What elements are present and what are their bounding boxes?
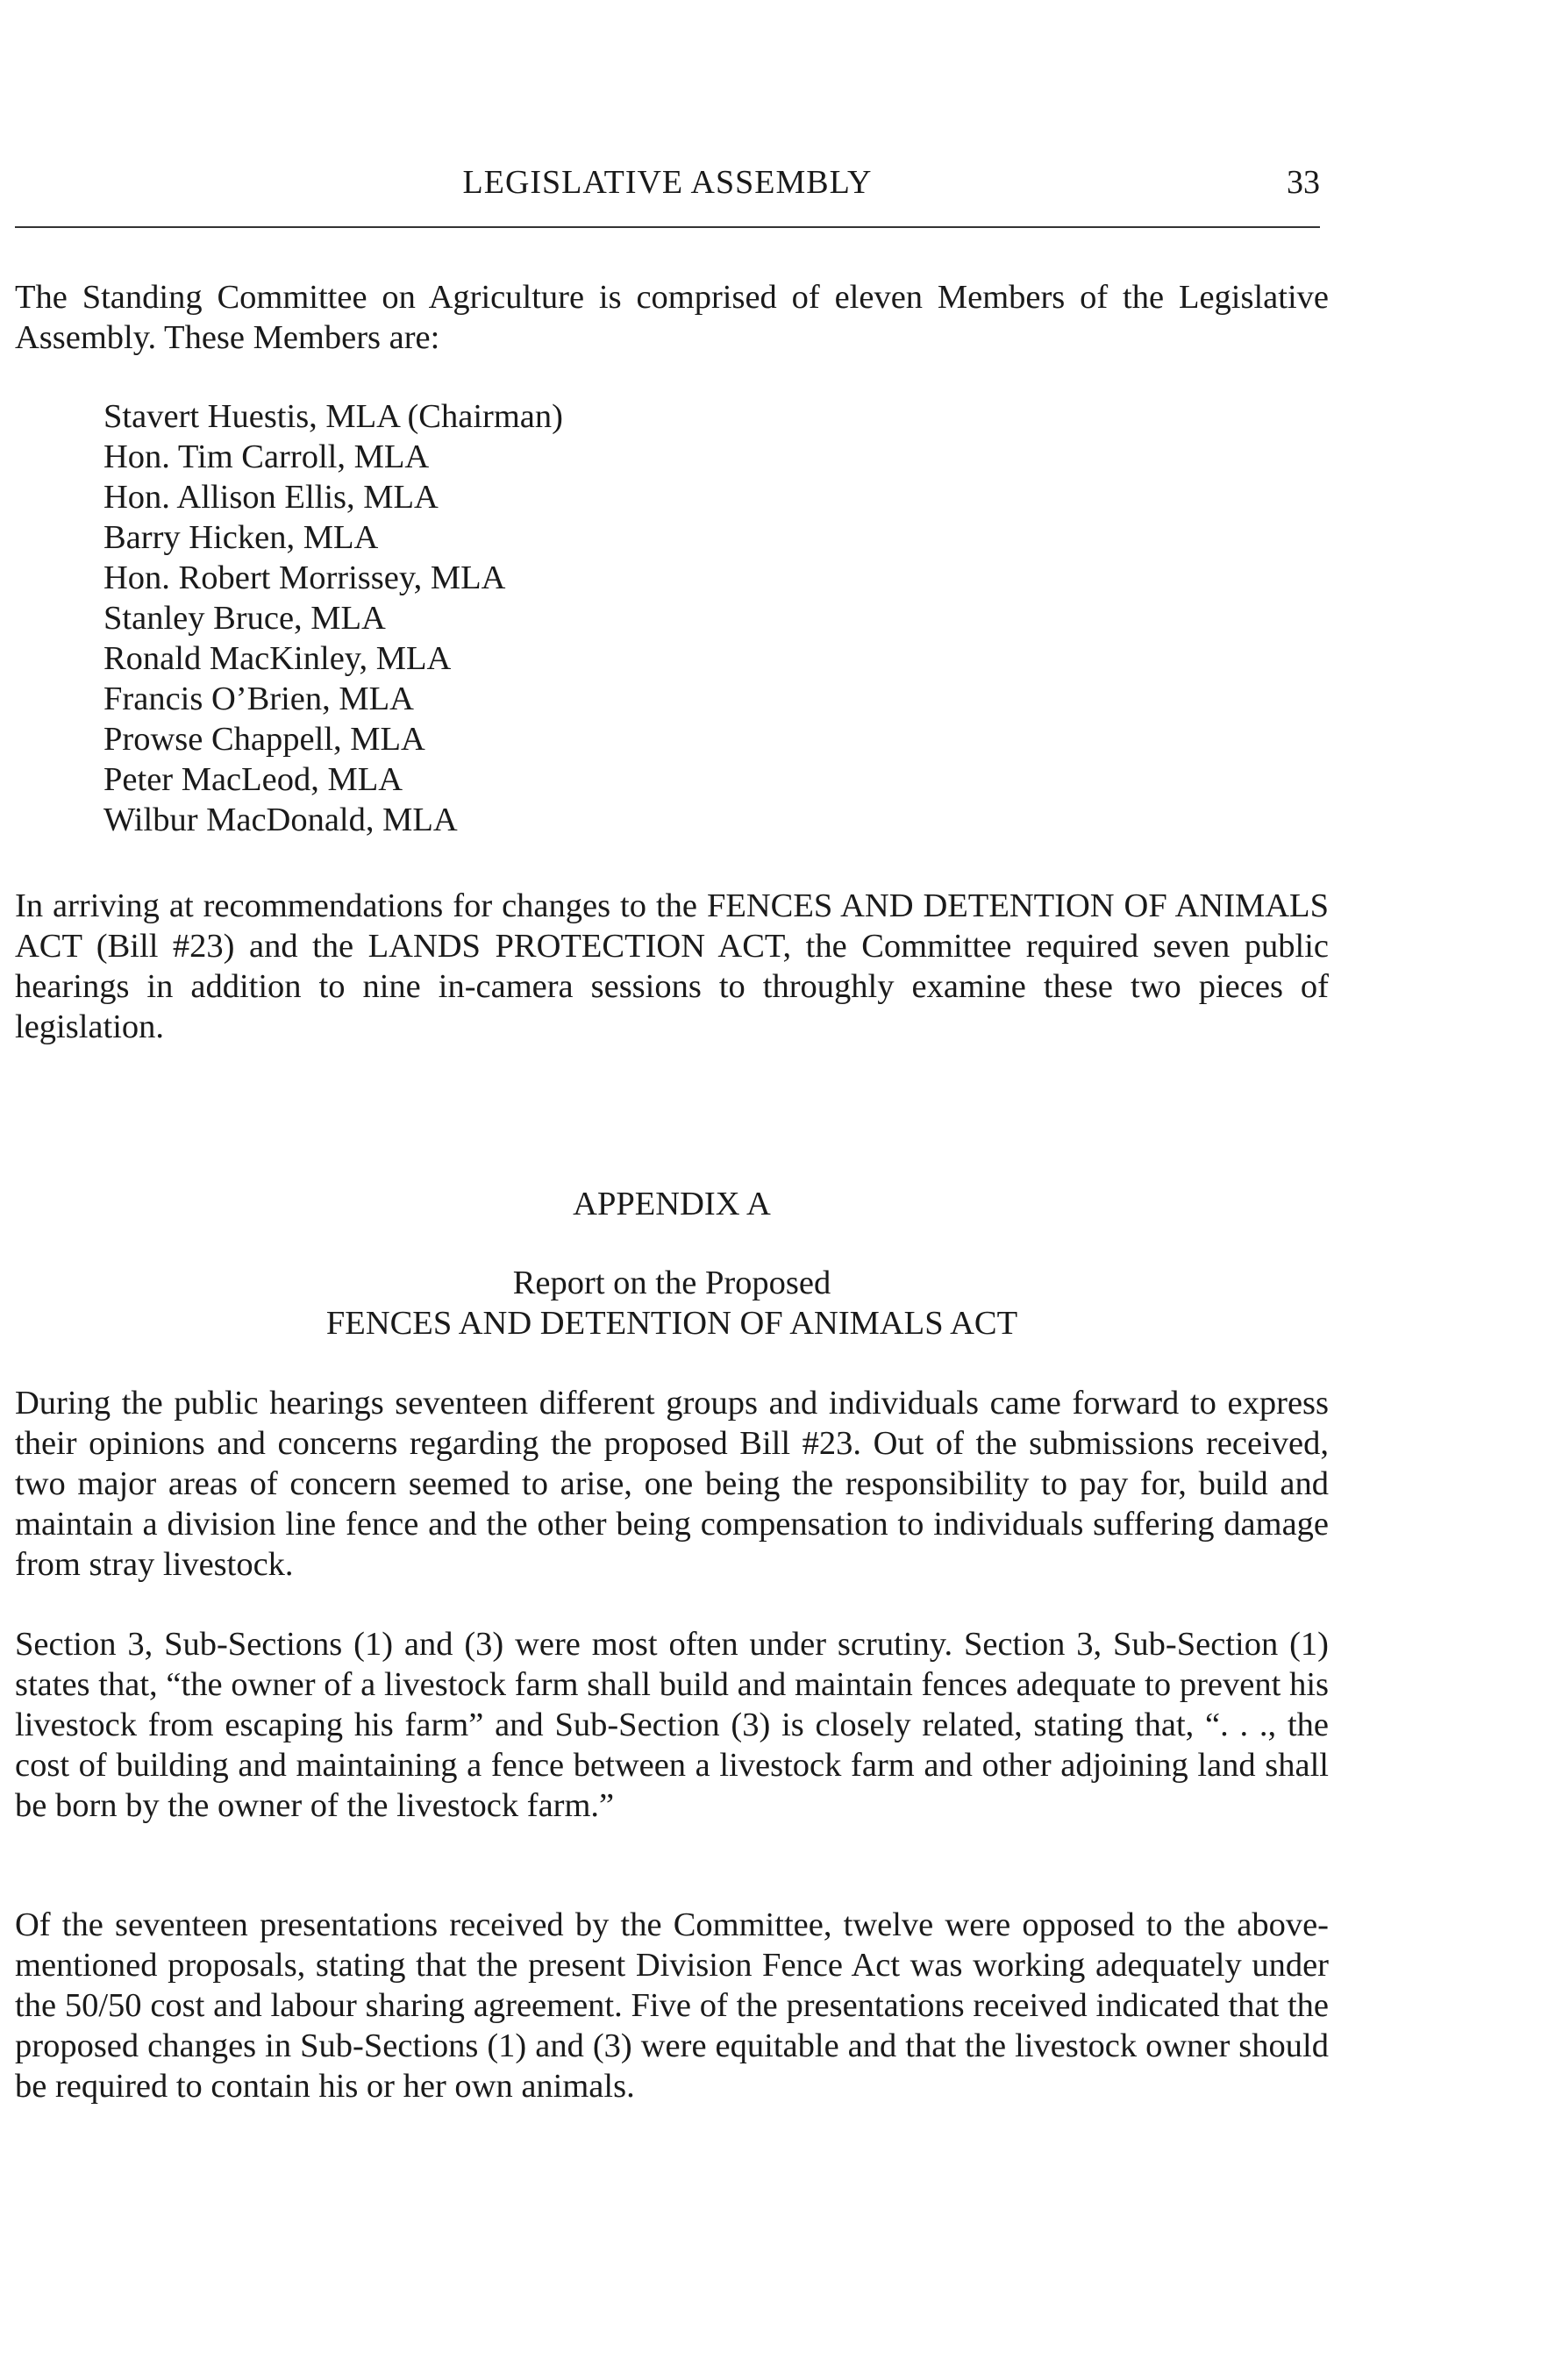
- committee-members-list: [103, 396, 563, 840]
- member-item: Hon. Robert Morrissey, MLA: [103, 559, 506, 596]
- public-hearings-paragraph: During the public hearings seventeen different groups and individuals came forward to express their opinions and concerns regarding the proposed Bill #23. Out of the submissions received, two major areas of concern seemed to arise, one being the responsibility to pay for, build and maintain a division line fence and the other being compensation to individuals suffering damage from stray livestock.: [15, 1385, 1329, 1583]
- member-item: Peter MacLeod, MLA: [103, 761, 403, 798]
- member-item: Barry Hicken, MLA: [103, 519, 379, 556]
- member-item: Francis O’Brien, MLA: [103, 681, 414, 717]
- section3-paragraph-block: [15, 1624, 1329, 1826]
- member-item: Prowse Chappell, MLA: [103, 721, 425, 758]
- member-item: Hon. Tim Carroll, MLA: [103, 438, 430, 475]
- running-head: LEGISLATIVE ASSEMBLY: [462, 164, 873, 201]
- header-rule: [15, 226, 1320, 228]
- intro-paragraph: The Standing Committee on Agriculture is comprised of eleven Members of the Legislative Assembly. These Members are:: [15, 279, 1329, 356]
- appendix-subtitle-line1: Report on the Proposed: [512, 1265, 831, 1301]
- member-item: Stanley Bruce, MLA: [103, 600, 386, 637]
- member-item: Ronald MacKinley, MLA: [103, 640, 452, 677]
- intro-paragraph-block: [15, 277, 1329, 358]
- member-item: Stavert Huestis, MLA (Chairman): [103, 398, 563, 435]
- presentations-paragraph: Of the seventeen presentations received by the Committee, twelve were opposed to the above-mentioned proposals, stating that the present Division Fence Act was working adequately under the 50/50 cost and labour sharing agreement. Five of the presentations received indicated that the proposed changes in Sub-Sections (1) and (3) were equitable and that the livestock owner should be required to contain his or her own animals.: [15, 1906, 1329, 2105]
- appendix-heading: APPENDIX A: [573, 1186, 771, 1222]
- member-item: Wilbur MacDonald, MLA: [103, 802, 458, 838]
- member-item: Hon. Allison Ellis, MLA: [103, 479, 439, 516]
- section3-paragraph: Section 3, Sub-Sections (1) and (3) were most often under scrutiny. Section 3, Sub-Section (1) states that, “the owner of a livestock farm shall build and maintain fences adequate to prevent his livestock from escaping his farm” and Sub-Section (3) is closely related, stating that, “. . ., the cost of building and maintaining a fence between a livestock farm and other adjoining land shall be born by the owner of the livestock farm.”: [15, 1626, 1329, 1824]
- hearings-paragraph-block: [15, 886, 1329, 1047]
- public-hearings-paragraph-block: [15, 1383, 1329, 1585]
- page-header: [15, 156, 1320, 209]
- presentations-paragraph-block: [15, 1905, 1329, 2106]
- hearings-paragraph: In arriving at recommendations for changes to the FENCES AND DETENTION OF ANIMALS ACT (Bill #23) and the LANDS PROTECTION ACT, the Committee required seven public hearings in addition to nine in-camera sessions to throughly examine these two pieces of legislation.: [15, 887, 1329, 1045]
- appendix-subtitle-line2: FENCES AND DETENTION OF ANIMALS ACT: [325, 1305, 1018, 1342]
- page-number: 33: [1287, 164, 1320, 201]
